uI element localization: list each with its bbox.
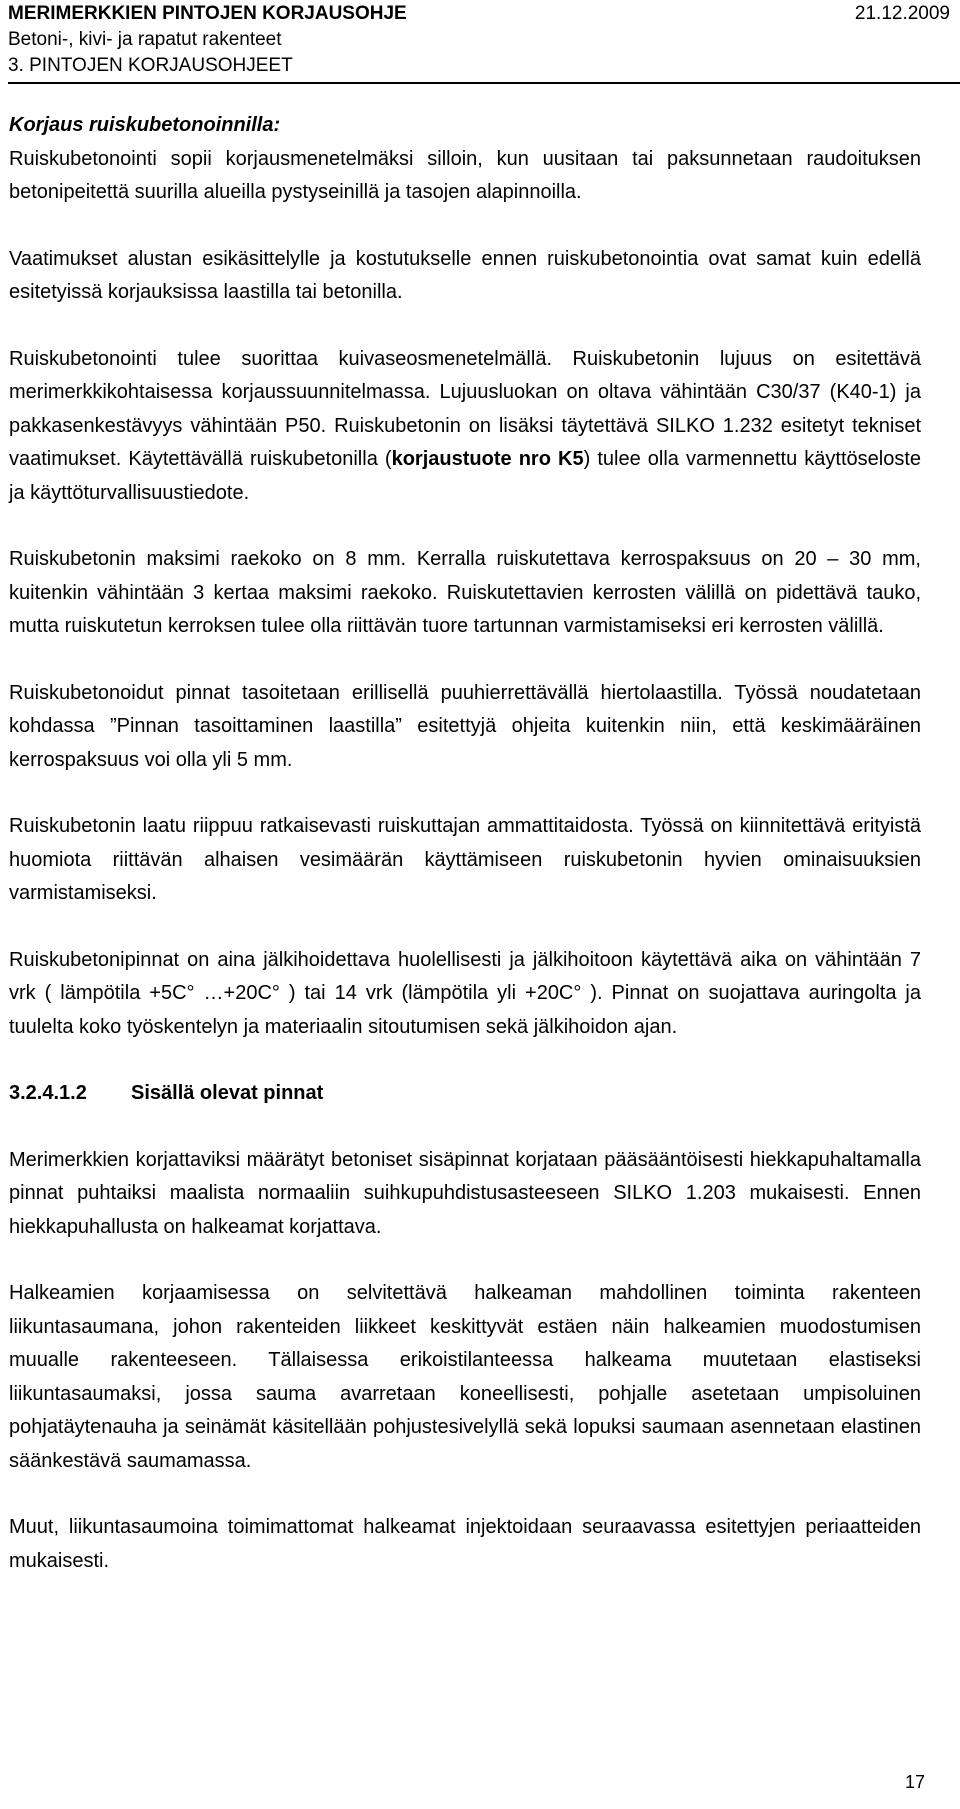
- sub-heading: Korjaus ruiskubetonoinnilla:: [9, 114, 281, 136]
- chapter-title: 3. PINTOJEN KORJAUSOHJEET: [8, 55, 293, 76]
- paragraph-quality: Ruiskubetonin laatu riippuu ratkaisevasti ruiskuttajan ammattitaidosta. Työssä on kiinnitettävä erityistä huomiota riittävän alhaisen vesimäärän käyttämiseen ruiskubetonin hyvien ominaisuuksien varmistamiseksi.: [9, 815, 921, 904]
- page-content: [9, 109, 921, 1611]
- document-title: MERIMERKKIEN PINTOJEN KORJAUSOHJE: [8, 3, 407, 24]
- paragraph-intro: Ruiskubetonointi sopii korjausmenetelmäksi silloin, kun uusitaan tai paksunnetaan raudoituksen betonipeitettä suurilla alueilla pystyseinillä ja tasojen alapinnoilla.: [9, 147, 921, 203]
- section-heading: [9, 1077, 921, 1111]
- page-number: 17: [904, 1772, 925, 1792]
- paragraph-finishing: Ruiskubetonoidut pinnat tasoitetaan erillisellä puuhierrettävällä hiertolaastilla. Työssä noudatetaan kohdassa ”Pinnan tasoittaminen laastilla” esitettyjä ohjeita kuitenkin niin, että keskimääräinen kerrospaksuus voi olla yli 5 mm.: [9, 681, 921, 771]
- paragraph-method: [9, 343, 921, 511]
- document-subtitle: Betoni-, kivi- ja rapatut rakenteet: [8, 29, 282, 50]
- paragraph-requirements: Vaatimukset alustan esikäsittelylle ja kostutukselle ennen ruiskubetonointia ovat samat kuin edellä esitetyissä korjauksissa laastilla tai betonilla.: [9, 247, 921, 303]
- header-title-row: [8, 4, 960, 24]
- document-date: 21.12.2009: [854, 3, 950, 24]
- paragraph-interior: Merimerkkien korjattaviksi määrätyt betoniset sisäpinnat korjataan pääsääntöisesti hiekkapuhaltamalla pinnat puhtaiksi maalista normaaliin suihkupuhdistusasteeseen SILKO 1.203 mukaisesti. Ennen hiekkapuhallusta on halkeamat korjattava.: [9, 1148, 921, 1238]
- paragraph-method-text-b: ) tulee olla varmennettu käyttöseloste ja käyttöturvallisuustiedote.: [9, 448, 922, 504]
- section-title: Sisällä olevat pinnat: [131, 1082, 324, 1104]
- page-header: [8, 0, 960, 84]
- section-number: 3.2.4.1.2: [9, 1082, 87, 1104]
- paragraph-injection: Muut, liikuntasaumoina toimimattomat halkeamat injektoidaan seuraavassa esitettyjen periaatteiden mukaisesti.: [9, 1516, 921, 1572]
- product-number: korjaustuote nro K5: [391, 448, 584, 470]
- paragraph-aggregate: Ruiskubetonin maksimi raekoko on 8 mm. Kerralla ruiskutettava kerrospaksuus on 20 – 30 mm, kuitenkin vähintään 3 kertaa maksimi raekoko. Ruiskutettavien kerrosten välillä on pidettävä tauko, mutta ruiskutetun kerroksen tulee olla riittävän tuore tartunnan varmistamiseksi eri kerrosten välillä.: [9, 548, 921, 637]
- paragraph-cracks: Halkeamien korjaamisessa on selvitettävä halkeaman mahdollinen toiminta rakenteen liikuntasaumana, johon rakenteiden liikkeet keskittyvät estäen näin halkeamien muodostumisen muualle rakenteeseen. Tällaisessa erikoistilanteessa halkeama muutetaan elastiseksi liikuntasaumaksi, jossa sauma avarretaan koneellisesti, pohjalle asetetaan umpisoluinen pohjatäytenauha ja seinämät käsitellään pohjustesivelyllä sekä lopuksi saumaan asennetaan elastinen säänkestävä saumamassa.: [9, 1282, 921, 1472]
- paragraph-curing: Ruiskubetonipinnat on aina jälkihoidettava huolellisesti ja jälkihoitoon käytettävä aika on vähintään 7 vrk ( lämpötila +5C° …+20C° ) tai 14 vrk (lämpötila yli +20C° ). Pinnat on suojattava auringolta ja tuulelta koko työskentelyn ja materiaalin sitoutumisen sekä jälkihoidon ajan.: [9, 948, 921, 1038]
- paragraph-method-text-a: Ruiskubetonointi tulee suorittaa kuivaseosmenetelmällä. Ruiskubetonin lujuus on esitettävä merimerkkikohtaisessa korjaussuunnitelmassa. Lujuusluokan on oltava vähintään C30/37 (K40-1) ja pakkasenkestävyys vähintään P50. Ruiskubetonin on lisäksi täytettävä SILKO 1.232 esitetyt tekniset vaatimukset. Käytettävällä ruiskubetonilla (: [9, 347, 921, 470]
